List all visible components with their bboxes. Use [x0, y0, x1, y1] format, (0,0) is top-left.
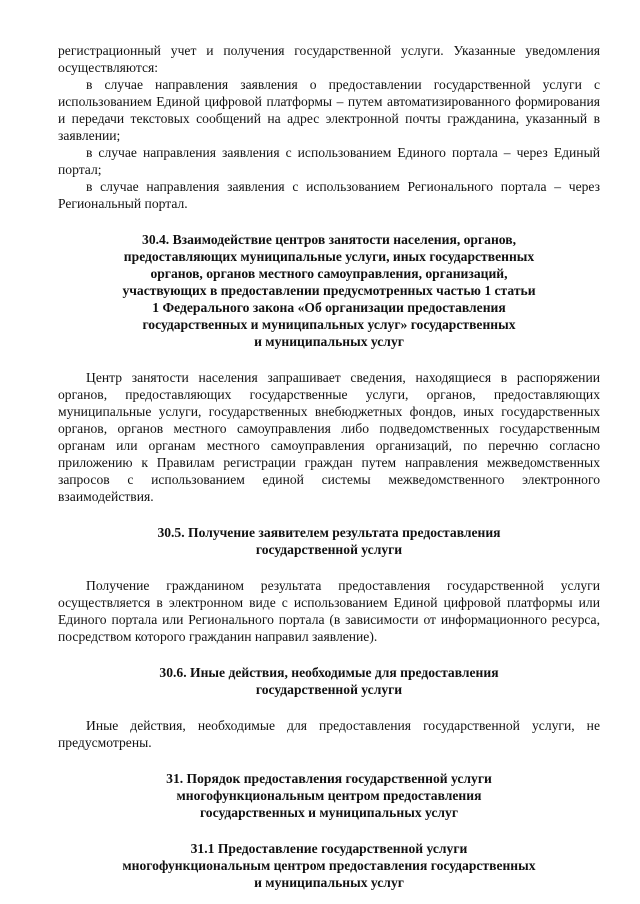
heading-line: государственных и муниципальных услуг» государственных: [142, 317, 516, 332]
section-30-6-heading: [58, 664, 600, 698]
heading-line: 31. Порядок предоставления государственной услуги: [166, 771, 492, 786]
notice-item-platform: в случае направления заявления о предоставлении государственной услуги с использованием Единой цифровой платформы – путем автоматизированного формирования и передачи текстовых сообщений на адрес электронной почты гражданина, указанный в заявлении;: [58, 77, 600, 143]
heading-line: 30.6. Иные действия, необходимые для предоставления: [159, 665, 499, 680]
section-31-1-heading: [58, 840, 600, 891]
heading-line: участвующих в предоставлении предусмотренных частью 1 статьи: [122, 283, 536, 298]
heading-line: 31.1 Предоставление государственной услуги: [190, 841, 468, 856]
heading-line: 30.4. Взаимодействие центров занятости населения, органов,: [142, 232, 516, 247]
notice-item-unified-portal: в случае направления заявления с использованием Единого портала – через Единый портал;: [58, 145, 600, 177]
section-30-4-heading: [58, 231, 600, 350]
section-30-5-heading: [58, 524, 600, 558]
section-30-4-body: Центр занятости населения запрашивает сведения, находящиеся в распоряжении органов, предоставляющих государственные услуги, органов, предоставляющих муниципальные услуги, государственных внебюджетных фондов, иных государственных органов, органов местного самоуправления либо подведомственных государственным органам или органам местного самоуправления организаций, по перечню согласно приложению к Правилам регистрации граждан путем направления межведомственных запросов с использованием единой системы межведомственного электронного взаимодействия.: [58, 370, 600, 504]
heading-line: и муниципальных услуг: [254, 875, 404, 890]
heading-line: 1 Федерального закона «Об организации предоставления: [152, 300, 506, 315]
section-30-5-body: Получение гражданином результата предоставления государственной услуги осуществляется в электронном виде с использованием Единой цифровой платформы или Единого портала или Регионального портала (в зависимости от информационного ресурса, посредством которого гражданин направил заявление).: [58, 578, 600, 644]
heading-line: государственных и муниципальных услуг: [199, 805, 459, 820]
notice-item-regional-portal: в случае направления заявления с использованием Регионального портала – через Региональный портал.: [58, 179, 600, 211]
heading-line: многофункциональным центром предоставления государственных: [122, 858, 536, 873]
heading-line: предоставляющих муниципальные услуги, иных государственных: [123, 249, 535, 264]
heading-line: многофункциональным центром предоставления: [176, 788, 482, 803]
heading-line: государственной услуги: [255, 682, 403, 697]
heading-line: государственной услуги: [255, 542, 403, 557]
heading-line: органов, органов местного самоуправления, организаций,: [150, 266, 508, 281]
section-30-6-body: Иные действия, необходимые для предоставления государственной услуги, не предусмотрены.: [58, 718, 600, 750]
heading-line: и муниципальных услуг: [254, 334, 404, 349]
heading-line: 30.5. Получение заявителем результата предоставления: [157, 525, 501, 540]
intro-paragraph: регистрационный учет и получения государственной услуги. Указанные уведомления осуществляются:: [58, 43, 600, 75]
section-31-heading: [58, 770, 600, 821]
